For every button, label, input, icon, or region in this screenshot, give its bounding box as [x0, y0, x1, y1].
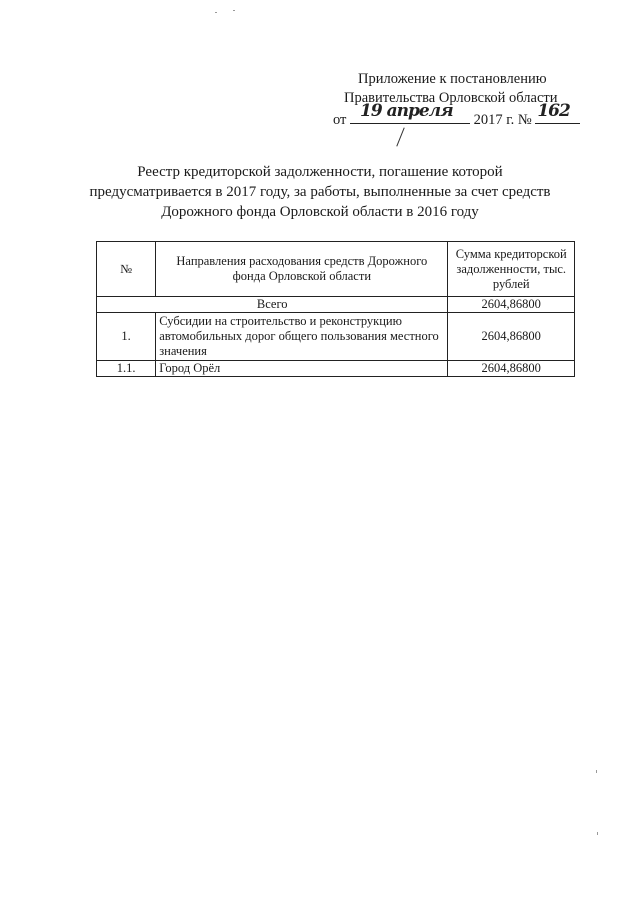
appendix-year-label: 2017 г. № [473, 112, 532, 128]
appendix-line-1: Приложение к постановлению [358, 71, 547, 87]
handwritten-stroke [396, 128, 404, 147]
row-amount: 2604,86800 [448, 361, 575, 377]
header-direction: Направления расходования средств Дорожного фонда Орловской области [156, 242, 448, 297]
title-line-1: Реестр кредиторской задолженности, погашение которой [137, 164, 503, 180]
appendix-from-label: от [333, 112, 347, 128]
registry-table [96, 241, 575, 377]
header-amount: Сумма кредиторской задолженности, тыс. рублей [448, 242, 575, 297]
total-label: Всего [97, 297, 448, 313]
row-number: 1. [97, 313, 156, 361]
scan-speck [233, 10, 235, 11]
row-direction: Город Орёл [156, 361, 448, 377]
row-direction: Субсидии на строительство и реконструкцию автомобильных дорог общего пользования местного значения [156, 313, 448, 361]
table-row [97, 313, 575, 361]
table-total-row [97, 297, 575, 313]
scan-speck [596, 770, 597, 773]
total-amount: 2604,86800 [448, 297, 575, 313]
header-number: № [97, 242, 156, 297]
row-amount: 2604,86800 [448, 313, 575, 361]
document-title [80, 162, 560, 222]
appendix-line-2: Правительства Орловской области [344, 90, 558, 106]
scan-speck [597, 832, 598, 835]
date-signature-line [350, 101, 470, 124]
title-line-2: предусматривается в 2017 году, за работы, выполненные за счет средств [89, 184, 551, 200]
table-header-row [97, 242, 575, 297]
number-signature-line [535, 101, 580, 124]
row-number: 1.1. [97, 361, 156, 377]
appendix-line-3 [333, 101, 580, 130]
handwritten-number: 162 [537, 101, 570, 121]
scan-speck [215, 12, 217, 13]
table-row [97, 361, 575, 377]
handwritten-date: 19 апреля [360, 101, 453, 121]
title-line-3: Дорожного фонда Орловской области в 2016 году [161, 204, 479, 220]
